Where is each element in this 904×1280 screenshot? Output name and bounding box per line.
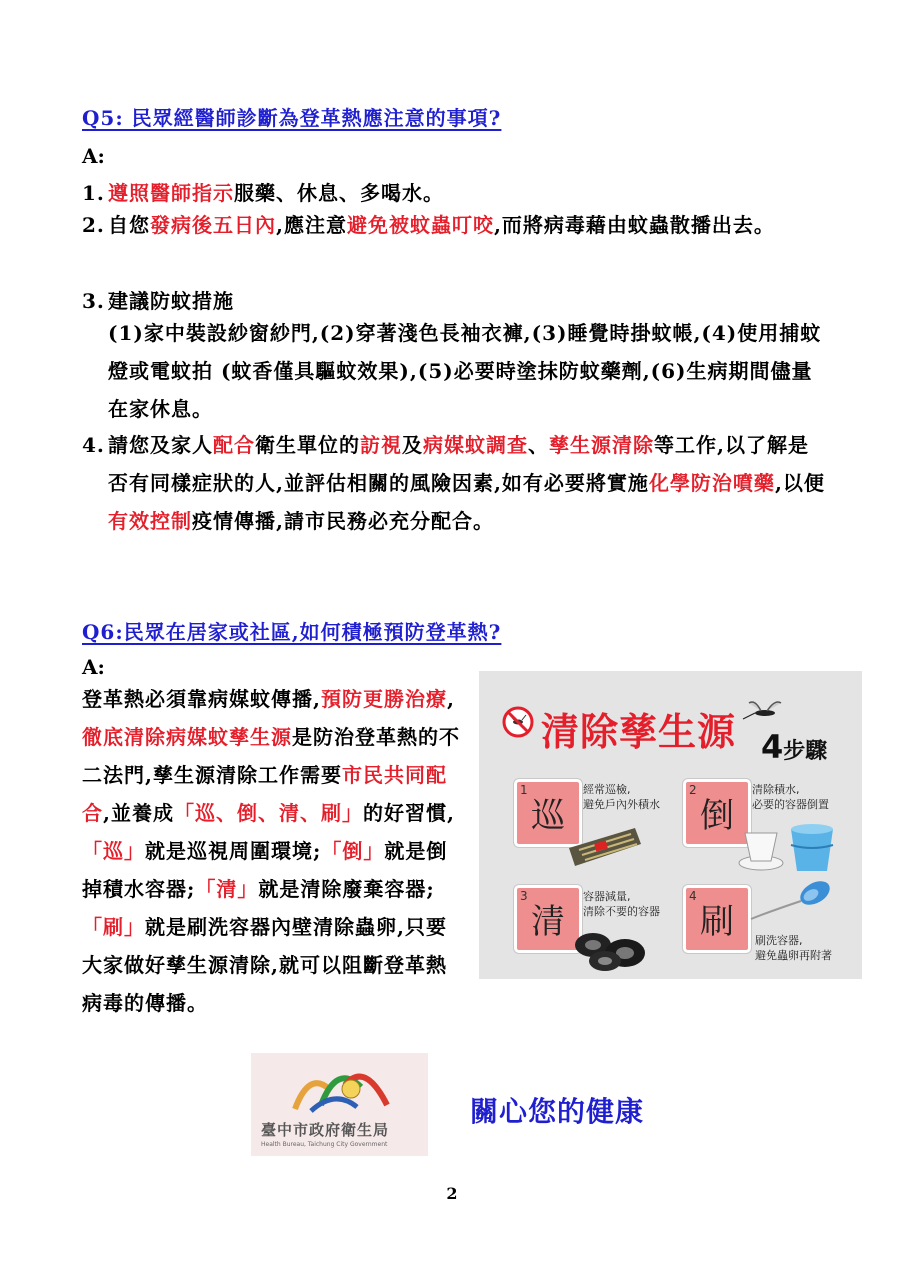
body-text: 就是清除廢棄容器; [258, 877, 435, 901]
grate-illustration [565, 824, 643, 870]
step-char: 巡 [531, 796, 565, 836]
body-text: 自您 [108, 213, 150, 237]
body-text: 請您及家人 [108, 433, 213, 457]
q5-answer-label: A: [82, 144, 105, 168]
steps-count: 4 [761, 728, 784, 766]
logo-english-name: Health Bureau, Taichung City Government [261, 1141, 388, 1148]
body-text: ,以便 [774, 471, 825, 495]
no-mosquito-icon [501, 705, 535, 739]
highlight-text: 預防更勝治療 [320, 687, 447, 711]
step-caption-1: 經常巡檢, 避免戶內外積水 [583, 783, 660, 811]
step-number: 2 [689, 783, 697, 797]
step-char: 刷 [700, 902, 734, 942]
body-text: ,而將病毒藉由蚊蟲散播出去。 [493, 213, 775, 237]
step-number: 1 [520, 783, 528, 797]
body-text: 、 [528, 433, 549, 457]
slogan: 關心您的健康 [470, 1095, 645, 1128]
body-text: 就是巡視周圍環境; [145, 839, 322, 863]
body-text: 就是刷洗容器內壁清除蟲卵,只要大家做好孳生源清除,就可以阻斷登革熱病毒的傳播。 [82, 915, 447, 1015]
mosquito-icon [741, 697, 789, 723]
highlight-text: 「刷」 [82, 915, 145, 939]
highlight-text: 「巡」 [82, 839, 145, 863]
poster-title: 清除孳生源 [541, 710, 737, 754]
highlight-text: 市民共同配合 [82, 763, 447, 825]
q6-answer-label: A: [82, 655, 105, 679]
bucket-illustration [735, 819, 847, 875]
health-bureau-logo [251, 1053, 428, 1156]
bureau-emblem-icon [291, 1059, 391, 1117]
highlight-text: 化學防治噴藥 [648, 471, 775, 495]
highlight-text: 有效控制 [108, 509, 192, 533]
highlight-text: 發病後五日內 [150, 213, 276, 237]
breeding-source-poster [479, 671, 862, 979]
step-number: 4 [689, 889, 697, 903]
body-text: ,應注意 [276, 213, 347, 237]
step-char: 倒 [700, 796, 734, 836]
tires-illustration [571, 923, 649, 973]
highlight-text: 遵照醫師指示 [108, 181, 234, 205]
highlight-text: 徹底清除病媒蚊孳生源 [82, 725, 292, 749]
q5-item-4 [82, 426, 827, 540]
body-text: 就是倒掉積水容器; [82, 839, 448, 901]
q6-answer-text [82, 680, 467, 1022]
q5-item-2 [82, 206, 827, 244]
logo-name: 臺中市政府衛生局 [261, 1121, 390, 1139]
body-text: 登革熱必須靠病媒蚊傳播, [82, 687, 321, 711]
highlight-text: 「巡、倒、清、刷」 [173, 801, 363, 825]
step-caption-4: 刷洗容器, 避免蟲卵再附著 [755, 934, 832, 962]
body-text: ,並養成 [103, 801, 174, 825]
step-caption-2: 清除積水, 必要的容器倒置 [752, 783, 829, 811]
highlight-text: 「倒」 [321, 839, 385, 863]
highlight-text: 訪視 [360, 433, 402, 457]
q6-title: Q6:民眾在居家或社區,如何積極預防登革熱? [82, 620, 502, 644]
brush-illustration [741, 871, 841, 927]
highlight-text: 避免被蚊蟲叮咬 [346, 213, 494, 237]
step-char: 清 [531, 902, 565, 942]
highlight-text: 配合 [213, 433, 255, 457]
item-number: 3. [82, 289, 105, 313]
body-text: 的好習慣, [362, 801, 455, 825]
poster-steps-label [761, 728, 827, 766]
highlight-text: 病媒蚊調查 [423, 433, 528, 457]
step-caption-3: 容器減量, 清除不要的容器 [583, 890, 660, 918]
body-text: 衛生單位的 [255, 433, 360, 457]
body-text: 服藥、休息、多喝水。 [234, 181, 444, 205]
item-text [108, 426, 827, 540]
item-number: 4. [82, 433, 105, 457]
highlight-text: 「清」 [195, 877, 259, 901]
body-text: 建議防蚊措施 [108, 289, 234, 313]
item-number: 2. [82, 213, 105, 237]
q5-title: Q5: 民眾經醫師診斷為登革熱應注意的事項? [82, 106, 502, 130]
item-text [108, 206, 827, 244]
step-number: 3 [520, 889, 528, 903]
body-text: 疫情傳播,請市民務必充分配合。 [192, 509, 494, 533]
body-text: 是防治登革熱的不二法門,孳生源清除工作需要 [82, 725, 460, 787]
q5-measures: (1)家中裝設紗窗紗門,(2)穿著淺色長袖衣褲,(3)睡覺時掛蚊帳,(4)使用捕蚊燈或電蚊拍 (蚊香僅具驅蚊效果),(5)必要時塗抹防蚊藥劑,(6)生病期間儘量在家休息。 [108, 321, 822, 421]
highlight-text: 孳生源清除 [549, 433, 654, 457]
body-text: 及 [402, 433, 423, 457]
item-number: 1. [82, 181, 105, 205]
steps-word: 步驟 [783, 739, 828, 764]
page-number: 2 [446, 1184, 458, 1203]
body-text: 等工作,以了解是否有同樣症狀的人,並評估相關的風險因素,如有必要將實施 [108, 433, 809, 495]
body-text: , [446, 687, 455, 711]
